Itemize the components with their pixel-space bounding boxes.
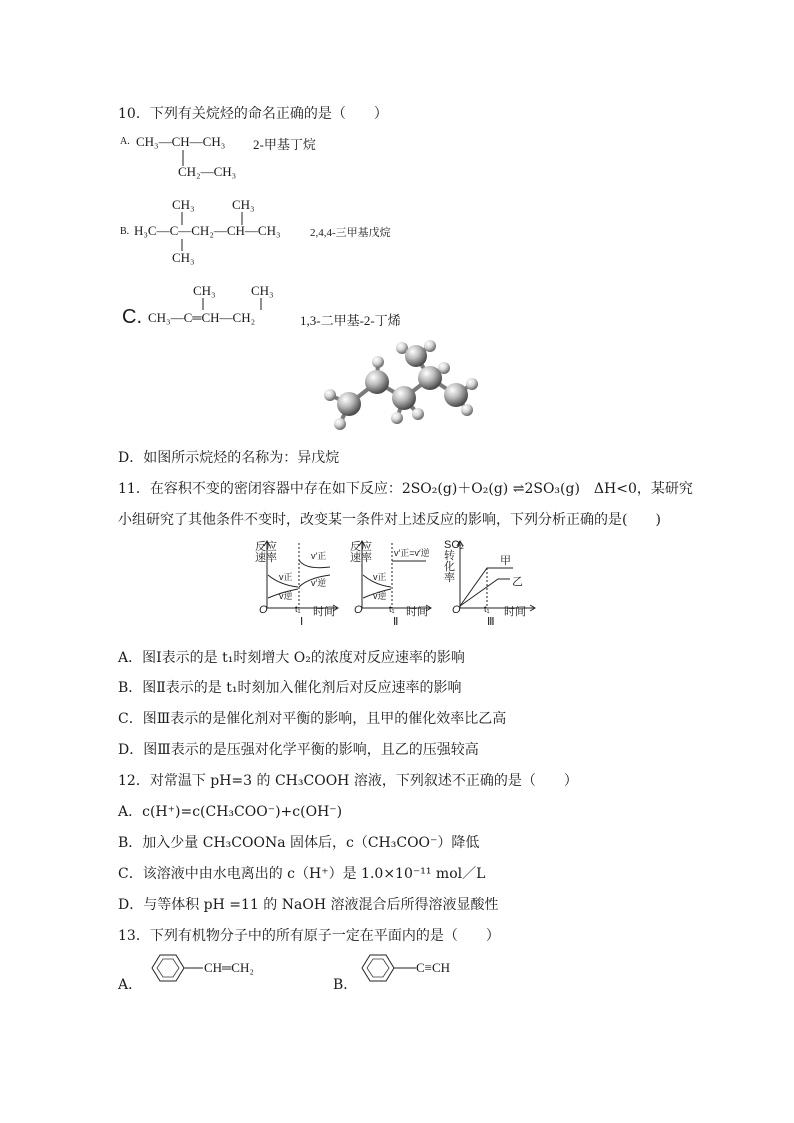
q10-b-top1: CH₃	[172, 197, 195, 212]
g3-ylabel-4: 率	[444, 572, 455, 584]
q13-b-substituent: C≡CH	[416, 960, 451, 975]
q11-option-b: B．图Ⅱ表示的是 t₁时刻加入催化剂后对反应速率的影响	[118, 680, 462, 696]
q10-a-label: A.	[120, 136, 130, 147]
g1-ylabel-1: 反应	[255, 541, 277, 553]
g1-v-fwd: v正	[279, 572, 293, 582]
q10-c-top1: CH₃	[193, 283, 216, 298]
q13-a-label: A．	[118, 977, 143, 993]
g1-origin: O	[259, 604, 268, 616]
q13-stem: 13．下列有机物分子中的所有原子一定在平面内的是（ ）	[118, 928, 500, 944]
g3-t1: t₁	[484, 604, 490, 614]
q12-option-a: A．c(H⁺)=c(CH₃COO⁻)+c(OH⁻)	[118, 804, 343, 820]
g1-xlabel: 时间	[313, 606, 335, 618]
g1-v-fwd2: v′正	[311, 551, 327, 561]
q11-option-c: C．图Ⅲ表示的是催化剂对平衡的影响，且甲的催化效率比乙高	[118, 711, 507, 727]
q10-a-name: 2-甲基丁烷	[253, 137, 316, 152]
q10-a-main: CH₃—CH—CH₃	[136, 134, 226, 149]
g2-origin: O	[354, 604, 363, 616]
q11-option-d: D．图Ⅲ表示的是压强对化学平衡的影响，且乙的压强较高	[118, 742, 479, 758]
q11-stem-1: 11．在容积不变的密闭容器中存在如下反应：2SO₂(g)＋O₂(g) ⇌2SO₃(g) ΔH<0，某研究	[118, 481, 693, 497]
g2-v-rev: v逆	[373, 591, 387, 601]
q12-option-b: B．加入少量 CH₃COONa 固体后，c（CH₃COO⁻）降低	[118, 835, 480, 851]
q10-stem: 10．下列有关烷烃的命名正确的是（ ）	[118, 106, 388, 122]
q10-b-top2: CH₃	[232, 197, 255, 212]
g1-v-rev: v逆	[279, 591, 293, 601]
q10-c-main: CH₃—C═CH—CH₂	[148, 310, 256, 325]
q10-b-label: B.	[120, 226, 130, 237]
g2-ylabel-1: 反应	[350, 541, 372, 553]
q10-d: D．如图所示烷烃的名称为：异戊烷	[118, 450, 340, 466]
g2-v-fwd: v正	[373, 572, 387, 582]
g3-ylabel-1: SO₂	[444, 539, 465, 551]
g3-origin: O	[452, 604, 461, 616]
g1-ylabel-2: 速率	[255, 552, 277, 564]
q13-b-label: B．	[333, 977, 358, 993]
g2-eq: v′正=v′逆	[394, 548, 430, 558]
q12-option-d: D．与等体积 pH =11 的 NaOH 溶液混合后所得溶液显酸性	[118, 897, 499, 913]
g2-t1: t₁	[389, 604, 395, 614]
g3-xlabel: 时间	[504, 606, 526, 618]
q13-a-substituent: CH═CH₂	[204, 960, 254, 975]
q10-c-top2: CH₃	[251, 283, 274, 298]
q10-c-name: 1,3-二甲基-2-丁烯	[300, 313, 401, 328]
q11-stem-2: 小组研究了其他条件不变时，改变某一条件对上述反应的影响，下列分析正确的是( )	[118, 512, 661, 528]
g2-xlabel: 时间	[406, 606, 428, 618]
q12-stem: 12．对常温下 pH=3 的 CH₃COOH 溶液，下列叙述不正确的是（ ）	[118, 773, 578, 789]
q10-b-bottom: CH₃	[172, 250, 195, 265]
q12-option-c: C．该溶液中由水电离出的 c（H⁺）是 1.0×10⁻¹¹ mol／L	[118, 866, 486, 882]
g3-yi: 乙	[512, 576, 523, 588]
g1-roman: Ⅰ	[300, 616, 304, 628]
g3-ylabel-3: 化	[444, 561, 455, 573]
g3-roman: Ⅲ	[487, 616, 495, 628]
g3-jia: 甲	[500, 555, 511, 567]
q10-b-main: H₃C—C—CH₂—CH—CH₃	[134, 223, 281, 238]
g1-v-rev2: v′逆	[311, 578, 327, 588]
q11-option-a: A．图Ⅰ表示的是 t₁时刻增大 O₂的浓度对反应速率的影响	[118, 650, 465, 666]
g1-t1: t₁	[295, 604, 301, 614]
q10-a-branch: CH₂—CH₃	[178, 164, 237, 179]
g3-ylabel-2: 转	[444, 550, 455, 562]
g2-ylabel-2: 速率	[350, 552, 372, 564]
q10-b-name: 2,4,4-三甲基戊烷	[310, 227, 391, 239]
g2-roman: Ⅱ	[393, 616, 399, 628]
q10-c-label: C.	[122, 306, 142, 328]
